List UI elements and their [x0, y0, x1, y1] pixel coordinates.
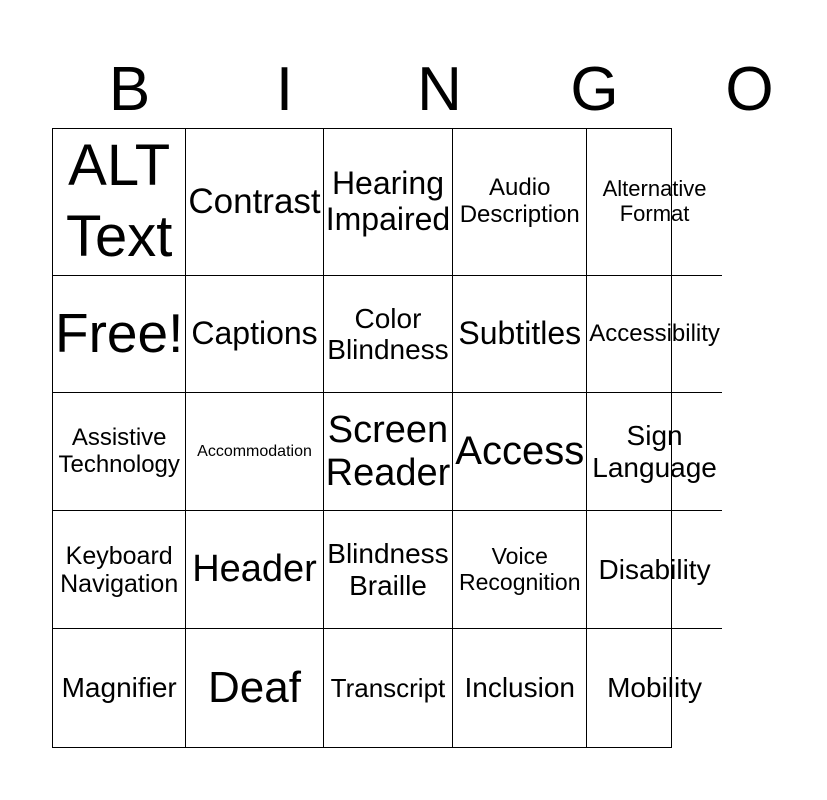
bingo-cell[interactable]: Magnifier: [53, 629, 186, 747]
bingo-cell[interactable]: Captions: [186, 276, 323, 394]
bingo-header: [52, 52, 774, 128]
bingo-cell[interactable]: ALT Text: [53, 129, 186, 276]
bingo-cell[interactable]: Header: [186, 511, 323, 629]
bingo-cell[interactable]: Inclusion: [453, 629, 587, 747]
bingo-cell[interactable]: Accommodation: [186, 393, 323, 511]
bingo-cell[interactable]: Transcript: [324, 629, 454, 747]
bingo-cell[interactable]: Contrast: [186, 129, 323, 276]
bingo-cell[interactable]: Assistive Technology: [53, 393, 186, 511]
header-letter-b: B: [108, 55, 151, 124]
bingo-cell[interactable]: Mobility: [607, 672, 703, 704]
bingo-cell[interactable]: Disability: [587, 511, 722, 629]
bingo-cell[interactable]: Subtitles: [453, 276, 587, 394]
bingo-cell[interactable]: Blindness Braille: [324, 511, 454, 629]
bingo-cell[interactable]: Sign Language: [587, 393, 722, 511]
bingo-cell[interactable]: Keyboard Navigation: [53, 511, 186, 629]
bingo-cell[interactable]: Access: [453, 393, 587, 511]
bingo-card: [52, 128, 720, 748]
header-letter-n: N: [417, 55, 462, 124]
bingo-cell[interactable]: Hearing Impaired: [324, 129, 454, 276]
bingo-cell[interactable]: Deaf: [186, 629, 323, 747]
header-letter-g: G: [570, 55, 619, 124]
bingo-cell[interactable]: Color Blindness: [324, 276, 454, 394]
header-letter-i: I: [275, 55, 294, 124]
bingo-cell[interactable]: Accessibility: [587, 276, 722, 394]
bingo-cell[interactable]: Audio Description: [453, 129, 587, 276]
bingo-cell[interactable]: Alternative Format: [587, 129, 722, 276]
bingo-cell[interactable]: Screen Reader: [324, 393, 454, 511]
free-space[interactable]: Free!: [53, 276, 186, 394]
bingo-cell[interactable]: Voice Recognition: [453, 511, 587, 629]
header-letter-o: O: [725, 55, 774, 124]
